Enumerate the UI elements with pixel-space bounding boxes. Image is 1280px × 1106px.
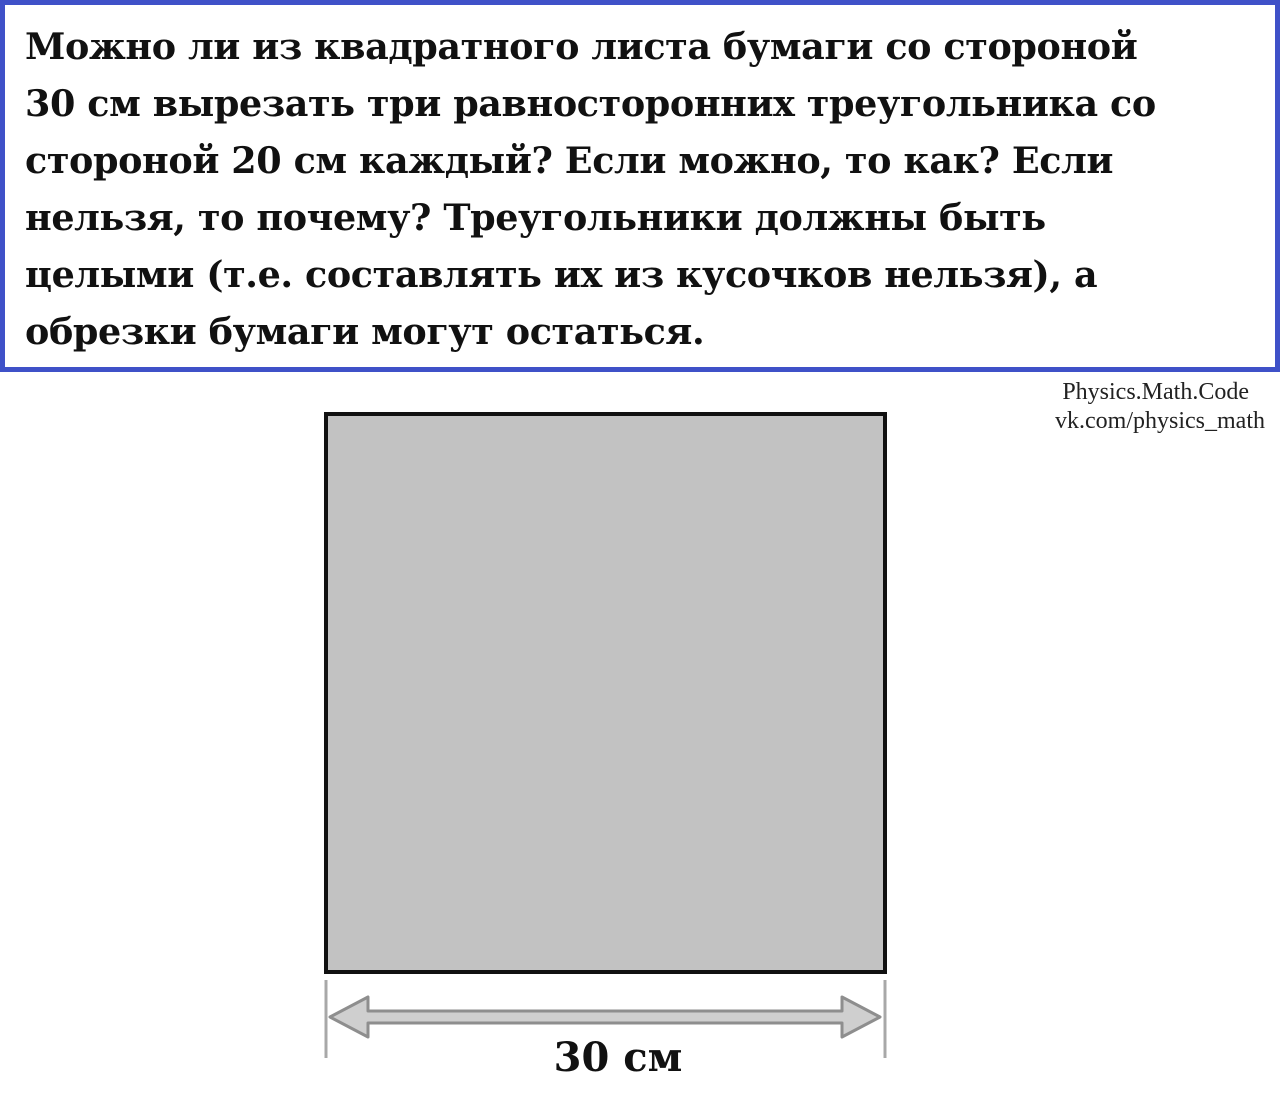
credit-name: Physics.Math.Code <box>1062 379 1249 405</box>
problem-line: 30 см вырезать три равносторонних треугольника со <box>25 82 1156 125</box>
paper-square <box>326 414 885 972</box>
credit-url: vk.com/physics_math <box>1055 408 1265 434</box>
problem-line: Можно ли из квадратного листа бумаги со стороной <box>25 25 1138 68</box>
problem-line: нельзя, то почему? Треугольники должны быть <box>25 196 1046 239</box>
problem-line: стороной 20 см каждый? Если можно, то как? Если <box>25 139 1114 182</box>
problem-text <box>25 18 1263 360</box>
dimension-arrow <box>330 997 880 1037</box>
problem-box <box>0 0 1280 372</box>
square-figure <box>0 380 1280 1100</box>
problem-line: обрезки бумаги могут остаться. <box>25 310 705 353</box>
dimension-label: 30 см <box>553 1034 683 1081</box>
problem-line: целыми (т.е. составлять их из кусочков нельзя), а <box>25 253 1098 296</box>
